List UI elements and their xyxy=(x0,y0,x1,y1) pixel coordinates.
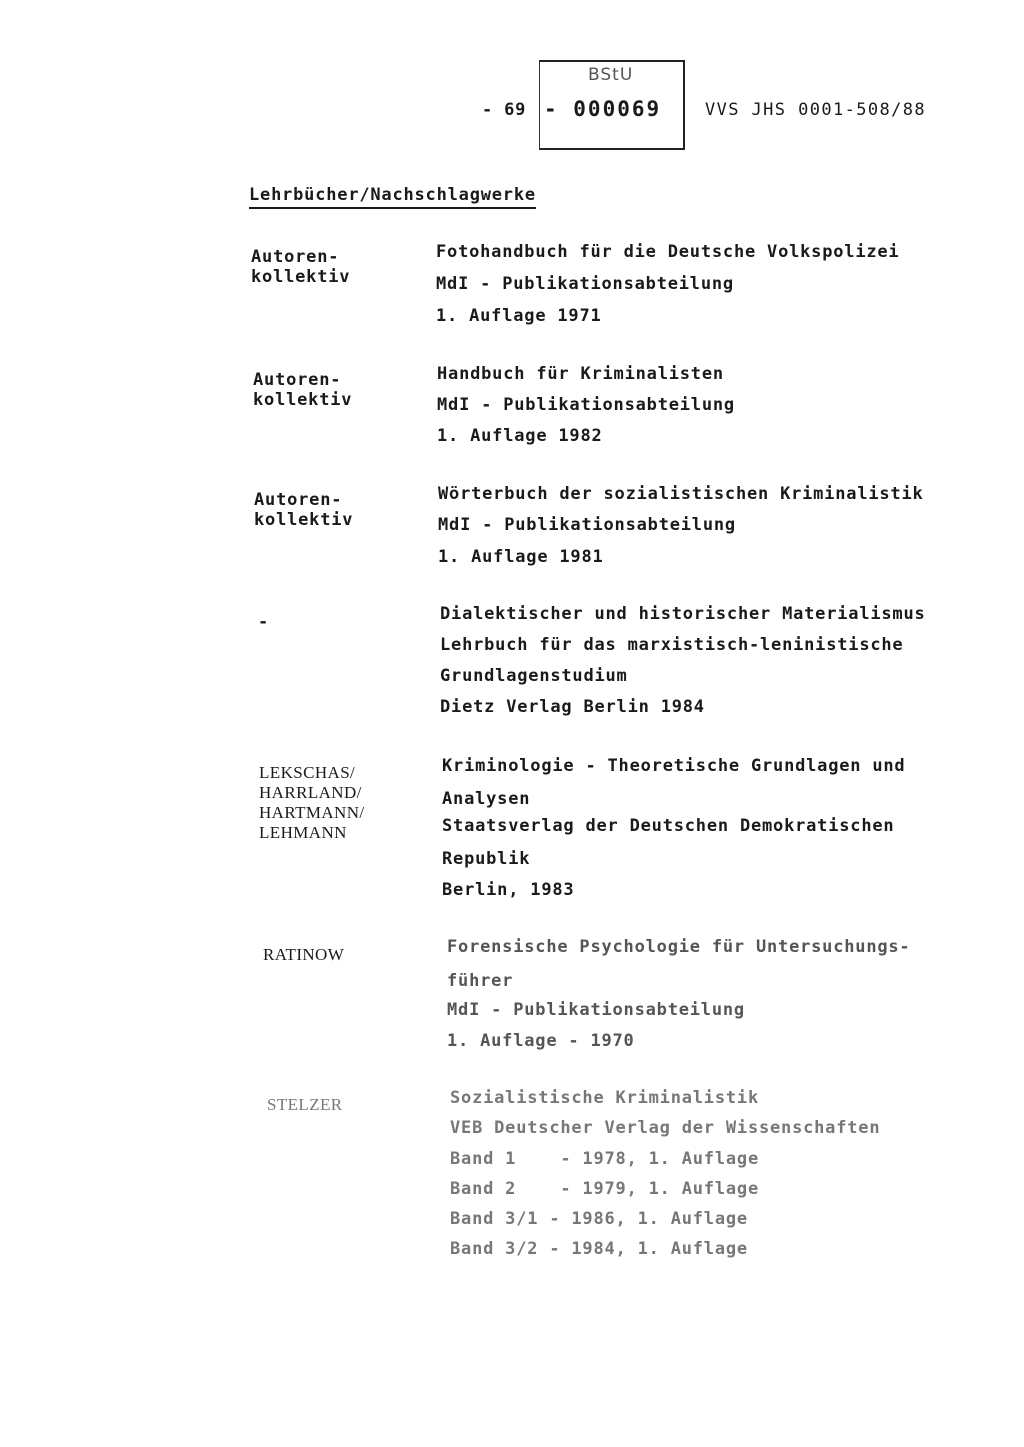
entry-author: RATINOW xyxy=(263,945,345,964)
citation-line: MdI - Publikationsabteilung xyxy=(447,1000,745,1020)
citation-line: MdI - Publikationsabteilung xyxy=(437,395,735,415)
citation-line: Handbuch für Kriminalisten xyxy=(437,364,724,384)
citation-line: Berlin, 1983 xyxy=(442,880,575,900)
citation-line: Analysen xyxy=(442,789,531,809)
citation-line: Fotohandbuch für die Deutsche Volkspolizei xyxy=(436,242,900,262)
citation-line: Band 1 - 1978, 1. Auflage xyxy=(450,1149,759,1169)
citation-line: Dialektischer und historischer Materialismus xyxy=(440,604,926,624)
citation-line: Band 3/1 - 1986, 1. Auflage xyxy=(450,1209,748,1229)
entry-author: - xyxy=(258,612,270,632)
entry-author: Autoren- kollektiv xyxy=(254,490,354,530)
entry-author: Autoren- kollektiv xyxy=(253,370,353,410)
citation-line: MdI - Publikationsabteilung xyxy=(436,274,734,294)
citation-line: 1. Auflage 1981 xyxy=(438,547,604,567)
citation-line: Republik xyxy=(442,849,531,869)
document-reference: VVS JHS 0001-508/88 xyxy=(705,100,927,120)
citation-line: Forensische Psychologie für Untersuchungs- xyxy=(447,937,911,957)
citation-line: Lehrbuch für das marxistisch-leninistische xyxy=(440,635,904,655)
section-heading: Lehrbücher/Nachschlagwerke xyxy=(249,185,536,209)
citation-line: 1. Auflage 1971 xyxy=(436,306,602,326)
archive-stamp xyxy=(539,60,685,150)
stamp-number: - 000069 xyxy=(544,97,662,121)
stamp-label: BStU xyxy=(588,65,634,85)
citation-line: Band 3/2 - 1984, 1. Auflage xyxy=(450,1239,748,1259)
citation-line: Band 2 - 1979, 1. Auflage xyxy=(450,1179,759,1199)
citation-line: MdI - Publikationsabteilung xyxy=(438,515,736,535)
citation-line: Dietz Verlag Berlin 1984 xyxy=(440,697,705,717)
citation-line: 1. Auflage 1982 xyxy=(437,426,603,446)
citation-line: Grundlagenstudium xyxy=(440,666,628,686)
citation-line: Kriminologie - Theoretische Grundlagen und xyxy=(442,756,906,776)
citation-line: 1. Auflage - 1970 xyxy=(447,1031,635,1051)
citation-line: Staatsverlag der Deutschen Demokratischen xyxy=(442,816,895,836)
citation-line: VEB Deutscher Verlag der Wissenschaften xyxy=(450,1118,881,1138)
page-number: - 69 xyxy=(482,100,527,120)
entry-author: Autoren- kollektiv xyxy=(251,247,351,287)
citation-line: Sozialistische Kriminalistik xyxy=(450,1088,759,1108)
entry-author: LEKSCHAS/ HARRLAND/ HARTMANN/ LEHMANN xyxy=(259,763,365,842)
citation-line: Wörterbuch der sozialistischen Kriminalistik xyxy=(438,484,924,504)
citation-line: führer xyxy=(447,971,514,991)
entry-author: STELZER xyxy=(267,1095,343,1114)
